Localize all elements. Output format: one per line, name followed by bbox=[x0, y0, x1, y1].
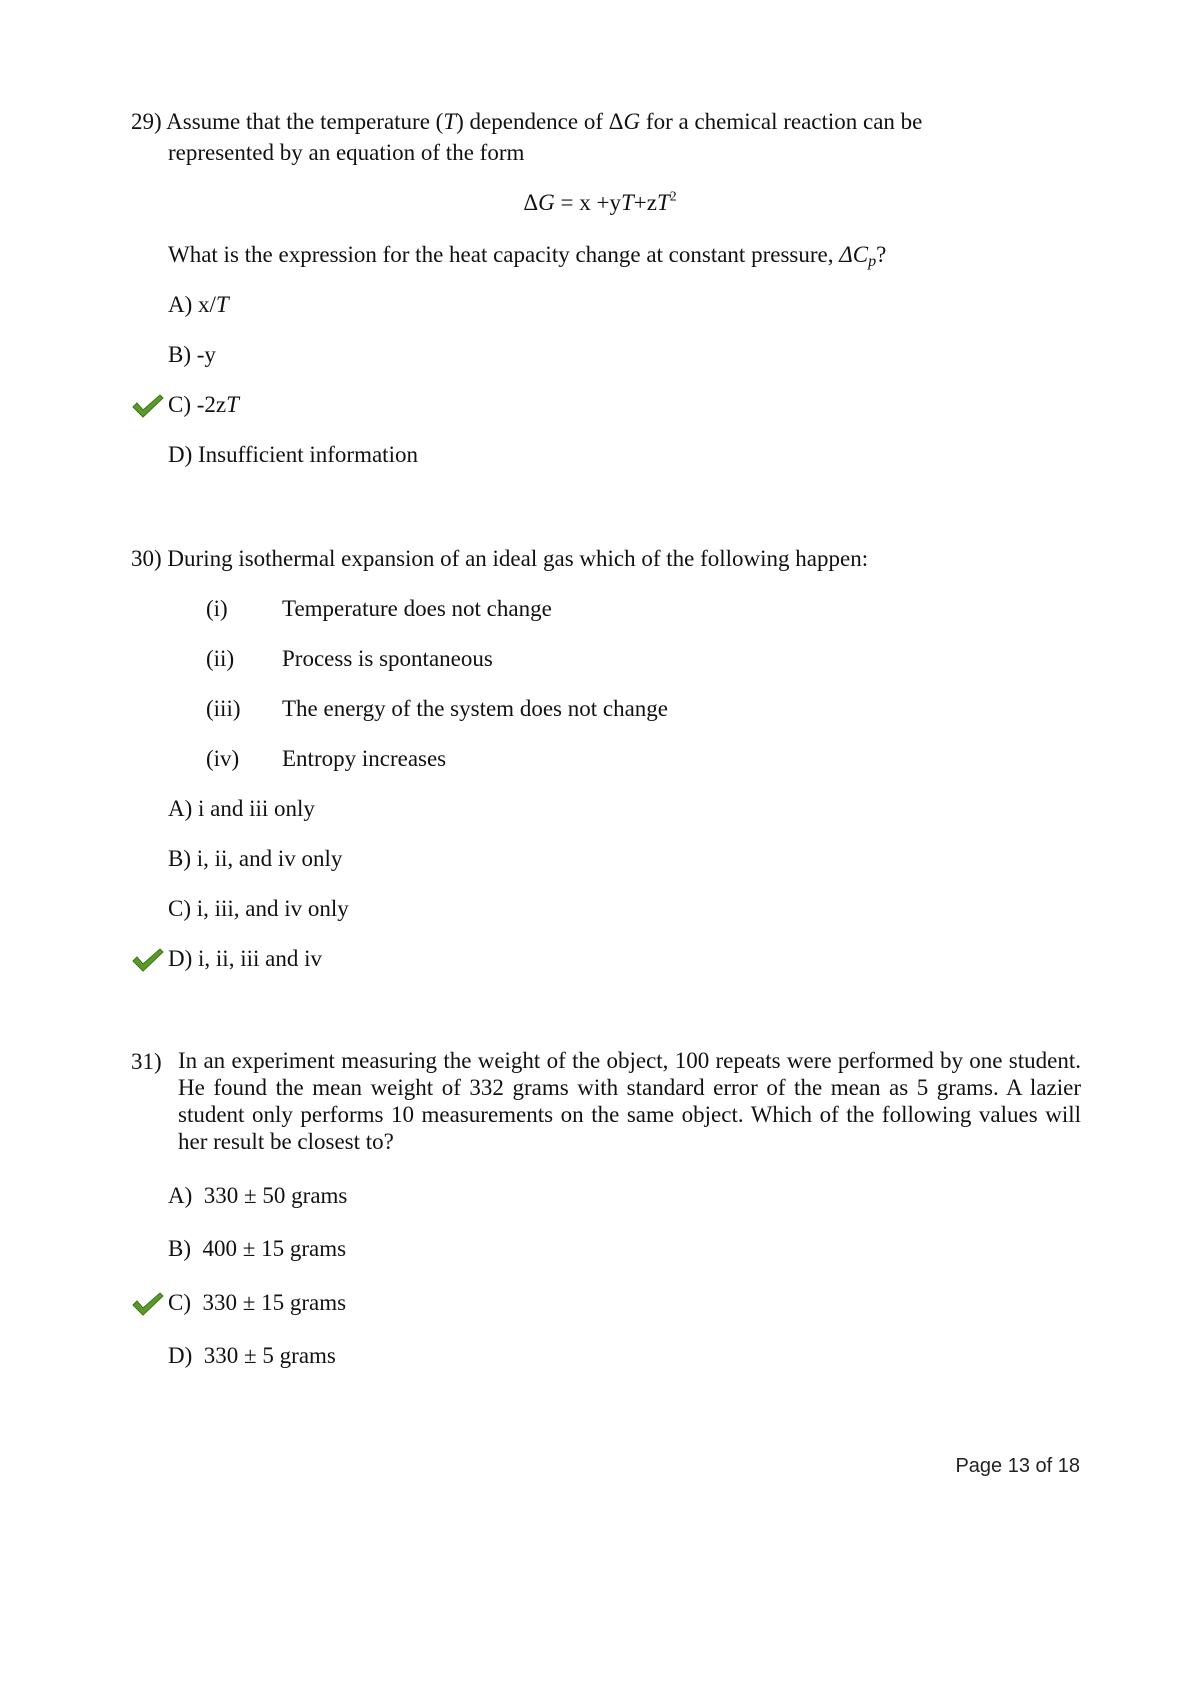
q30-statement-text: Entropy increases bbox=[282, 746, 447, 771]
q29-formula: $\Delta G = x +yT+zT^2$ bbox=[523, 188, 677, 215]
q31-option-c: C) 330 ± 15 grams bbox=[168, 1290, 347, 1315]
checkmark-icon bbox=[131, 393, 165, 419]
q29-stem-line2: represented by an equation of the form bbox=[168, 140, 525, 165]
q30-statement-roman: (iii) bbox=[206, 696, 241, 721]
q30-statement-roman: (iv) bbox=[206, 746, 240, 771]
q29-stem-line1: 29) Assume that the temperature (T) dependence of ΔG for a chemical reaction can be bbox=[131, 109, 923, 134]
q29-option-a: A) x/T bbox=[168, 292, 229, 317]
q30-statement-roman: (i) bbox=[206, 596, 228, 621]
q30-statement-text: The energy of the system does not change bbox=[282, 696, 668, 721]
q30-statement-text: Process is spontaneous bbox=[282, 646, 493, 671]
q31-option-b: B) 400 ± 15 grams bbox=[168, 1236, 347, 1261]
q30-option-a: A) i and iii only bbox=[168, 796, 315, 821]
q29-option-b: B) -y bbox=[168, 342, 216, 367]
q31-stem-text: In an experiment measuring the weight of the object, 100 repeats were performed by one student. He found the mean weight of 332 grams with standard error of the mean as 5 grams. A lazier student only performs 10 measurements on the same object. Which of the following values will her result be closest to? bbox=[178, 1048, 1081, 1154]
q30-option-b: B) i, ii, and iv only bbox=[168, 846, 343, 871]
page-number: Page 13 of 18 bbox=[955, 1455, 1080, 1477]
q29-number: 29) bbox=[131, 109, 162, 134]
q30-statement-roman: (ii) bbox=[206, 646, 235, 671]
q30-option-d: D) i, ii, iii and iv bbox=[168, 946, 322, 971]
q29-option-d: D) Insufficient information bbox=[168, 442, 418, 467]
q30-option-c: C) i, iii, and iv only bbox=[168, 896, 349, 921]
q31-stem bbox=[131, 1047, 1081, 1155]
q30-number: 30) bbox=[131, 546, 162, 571]
q30-stem: 30) During isothermal expansion of an ideal gas which of the following happen: bbox=[131, 546, 869, 571]
q31-option-a: A) 330 ± 50 grams bbox=[168, 1183, 348, 1208]
checkmark-icon bbox=[131, 947, 165, 973]
q29-question: What is the expression for the heat capacity change at constant pressure, $\Delta C_p$? bbox=[168, 242, 887, 271]
q31-number: 31) bbox=[131, 1049, 162, 1074]
checkmark-icon bbox=[131, 1291, 165, 1317]
q30-statement-text: Temperature does not change bbox=[282, 596, 552, 621]
q29-option-c: C) -2zT bbox=[168, 392, 239, 417]
q31-option-d: D) 330 ± 5 grams bbox=[168, 1343, 336, 1368]
